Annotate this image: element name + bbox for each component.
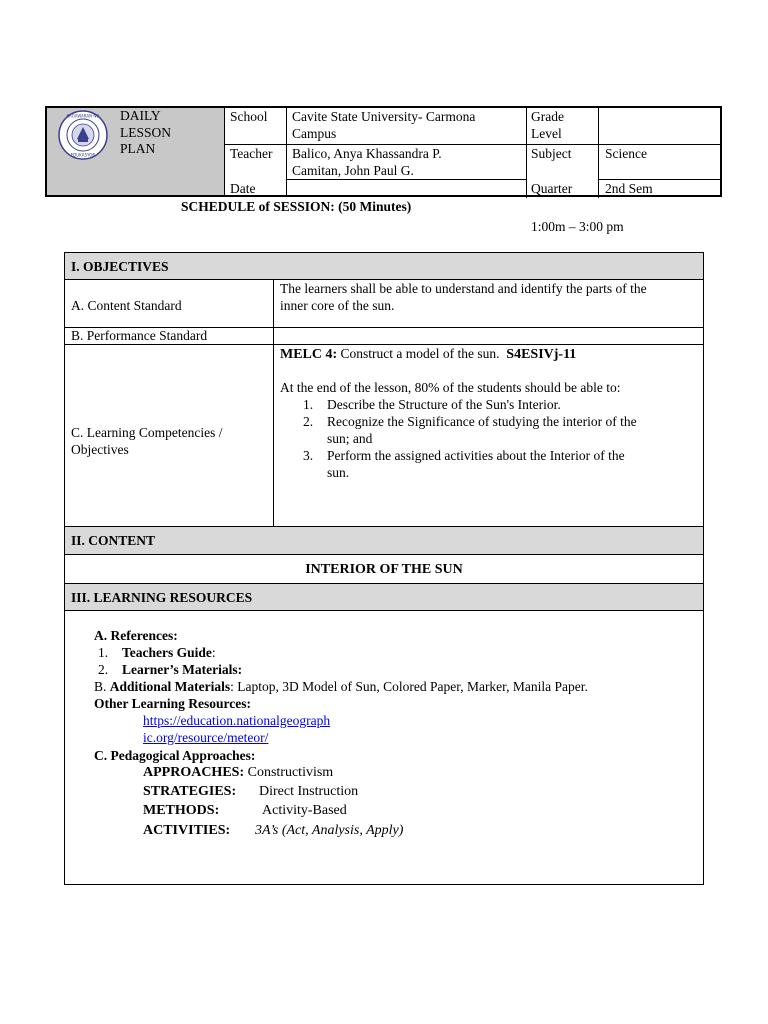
objectives-heading: I. OBJECTIVES <box>65 253 703 280</box>
content-heading: II. CONTENT <box>65 527 703 555</box>
additional-materials: B. Additional Materials: Laptop, 3D Model of Sun, Colored Paper, Marker, Manila Paper. <box>94 679 588 694</box>
quarter-label: Quarter <box>531 181 573 196</box>
grade-level-label: Grade Level <box>531 109 564 141</box>
schedule-time: 1:00m – 3:00 pm <box>531 219 624 234</box>
daily-lesson-plan-title <box>120 108 171 158</box>
content-standard-text: The learners shall be able to understand and identify the parts of the inner core of the sun. <box>280 281 647 313</box>
performance-standard-label: B. Performance Standard <box>71 328 208 343</box>
objective-item-2: 2. Recognize the Significance of studying the interior of the sun; and <box>303 414 637 446</box>
date-label: Date <box>230 181 256 196</box>
melc-line: MELC 4: Construct a model of the sun. S4ESIVj-11 <box>280 346 577 362</box>
melc-code: S4ESIVj-11 <box>506 347 577 362</box>
subject-value: Science <box>605 146 647 161</box>
teacher-value: Balico, Anya Khassandra P. Camitan, John Paul G. <box>292 146 442 178</box>
svg-text:KAGAWARAN NG: KAGAWARAN NG <box>66 113 100 119</box>
title-line: DAILY <box>120 108 161 123</box>
teacher-label: Teacher <box>230 146 273 161</box>
school-value: Cavite State University- Carmona Campus <box>292 109 476 141</box>
quarter-value: 2nd Sem <box>605 181 653 196</box>
resource-link[interactable]: https://education.nationalgeograph ic.org/resource/meteor/ <box>143 713 331 745</box>
content-topic: INTERIOR OF THE SUN <box>65 556 703 584</box>
content-standard-label: A. Content Standard <box>71 298 182 313</box>
deped-seal-icon <box>57 109 109 161</box>
objective-item-3: 3. Perform the assigned activities about the Interior of the sun. <box>303 448 625 480</box>
pedagogical-label: C. Pedagogical Approaches: <box>94 748 256 763</box>
objective-item-1: 1. Describe the Structure of the Sun's Interior. <box>303 397 561 412</box>
teachers-guide-item: 1. Teachers Guide: <box>98 645 216 660</box>
title-line: LESSON <box>120 124 172 140</box>
other-resources-label: Other Learning Resources: <box>94 696 251 711</box>
approaches-row: APPROACHES: Constructivism <box>143 765 334 780</box>
school-label: School <box>230 109 268 124</box>
strategies-row: STRATEGIES: Direct Instruction <box>143 784 359 799</box>
header-title-cell <box>47 108 225 195</box>
title-line: PLAN <box>120 141 156 156</box>
lesson-plan-table <box>64 252 704 885</box>
references-label: A. References: <box>94 628 178 643</box>
objectives-intro: At the end of the lesson, 80% of the students should be able to: <box>280 380 621 395</box>
header-table <box>45 106 722 197</box>
subject-label: Subject <box>531 146 572 161</box>
learning-competencies-label: C. Learning Competencies / Objectives <box>71 425 223 457</box>
learners-materials-item: 2. Learner’s Materials: <box>98 662 243 677</box>
svg-text:EDUKASYON: EDUKASYON <box>70 152 96 158</box>
methods-row: METHODS: Activity-Based <box>143 803 347 818</box>
schedule-title: SCHEDULE of SESSION: (50 Minutes) <box>181 199 412 214</box>
learning-resources-heading: III. LEARNING RESOURCES <box>65 584 703 611</box>
activities-row: ACTIVITIES: 3A’s (Act, Analysis, Apply) <box>143 823 404 838</box>
